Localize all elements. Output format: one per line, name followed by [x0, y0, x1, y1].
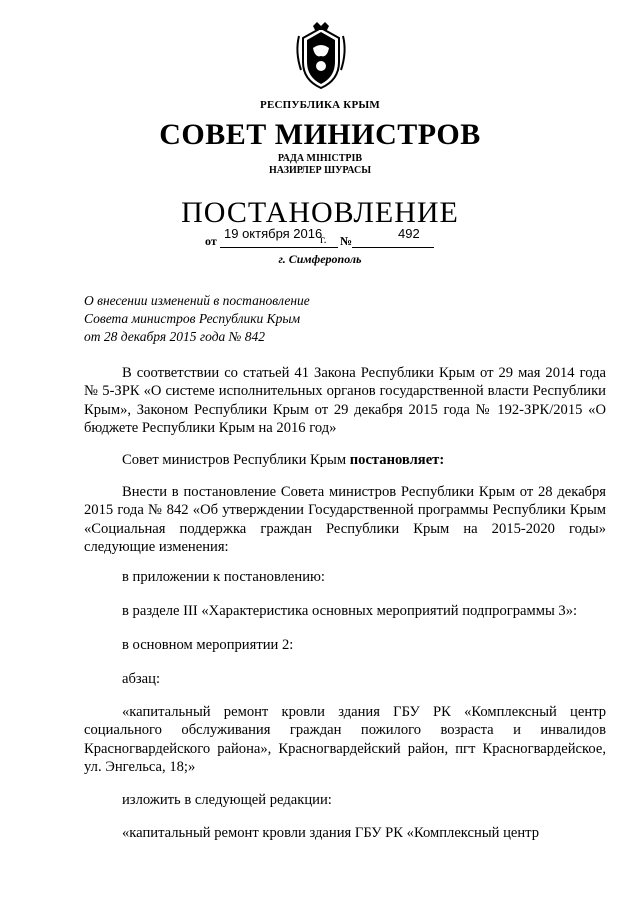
document-date: 19 октября 2016: [224, 226, 323, 241]
paragraph-replace: изложить в следующей редакции:: [122, 792, 332, 808]
date-underline: [220, 247, 338, 248]
number-prefix: №: [340, 234, 353, 248]
resolves-keyword: постановляет:: [349, 452, 445, 468]
paragraph-legal-basis: В соответствии со статьей 41 Закона Республики Крым от 29 мая 2014 года № 5-ЗРК «О системе исполнительных органов государственной власти Республики Крым», Законом Республики Крым от 29 декабря 2015 года № 192-ЗРК/2015 «О бюджете Республики Крым на 2016 год»: [84, 365, 606, 436]
city-name: г. Симферополь: [278, 252, 362, 266]
republic-name: РЕСПУБЛИКА КРЫМ: [260, 99, 380, 111]
paragraph-measure: в основном мероприятии 2:: [122, 637, 294, 653]
paragraph-old-text: «капитальный ремонт кровли здания ГБУ РК «Комплексный центр социального обслуживания граждан пожилого возраста и инвалидов Красногвардейского района», Красногвардейский район, пгт Красногвардейское, ул. Энгельса, 18;»: [84, 704, 606, 775]
subject-line: от 28 декабря 2015 года № 842: [84, 329, 265, 344]
document-subject: [84, 292, 310, 346]
date-number-row: [200, 226, 440, 248]
paragraph-subparagraph: абзац:: [122, 671, 161, 687]
resolves-text: Совет министров Республики Крым: [122, 452, 350, 468]
council-name-ukrainian: РАДА МІНІСТРІВ: [277, 153, 363, 164]
document-number: 492: [398, 226, 420, 241]
subject-line: Совета министров Республики Крым: [84, 311, 301, 326]
date-suffix: г.: [320, 232, 327, 246]
paragraph-resolves: [84, 451, 606, 469]
number-underline: [352, 247, 434, 248]
paragraph-new-text: «капитальный ремонт кровли здания ГБУ РК «Комплексный центр: [122, 825, 540, 841]
date-prefix: от: [205, 234, 217, 248]
subject-line: О внесении изменений в постановление: [84, 293, 310, 308]
council-name: СОВЕТ МИНИСТРОВ: [159, 118, 481, 151]
council-name-crimean-tatar: НАЗИРЛЕР ШУРАСЫ: [268, 165, 372, 176]
paragraph-appendix: в приложении к постановлению:: [122, 569, 325, 585]
coat-of-arms-emblem-icon: [293, 22, 349, 92]
document-type-title: ПОСТАНОВЛЕНИЕ: [181, 196, 459, 229]
paragraph-amendment: Внести в постановление Совета министров Республики Крым от 28 декабря 2015 года № 842 «Об утверждении Государственной программы Республики Крым «Социальная поддержка граждан Республики Крым на 2015-2020 годы» следующие изменения:: [84, 484, 606, 555]
paragraph-section: в разделе III «Характеристика основных мероприятий подпрограммы 3»:: [122, 603, 578, 619]
